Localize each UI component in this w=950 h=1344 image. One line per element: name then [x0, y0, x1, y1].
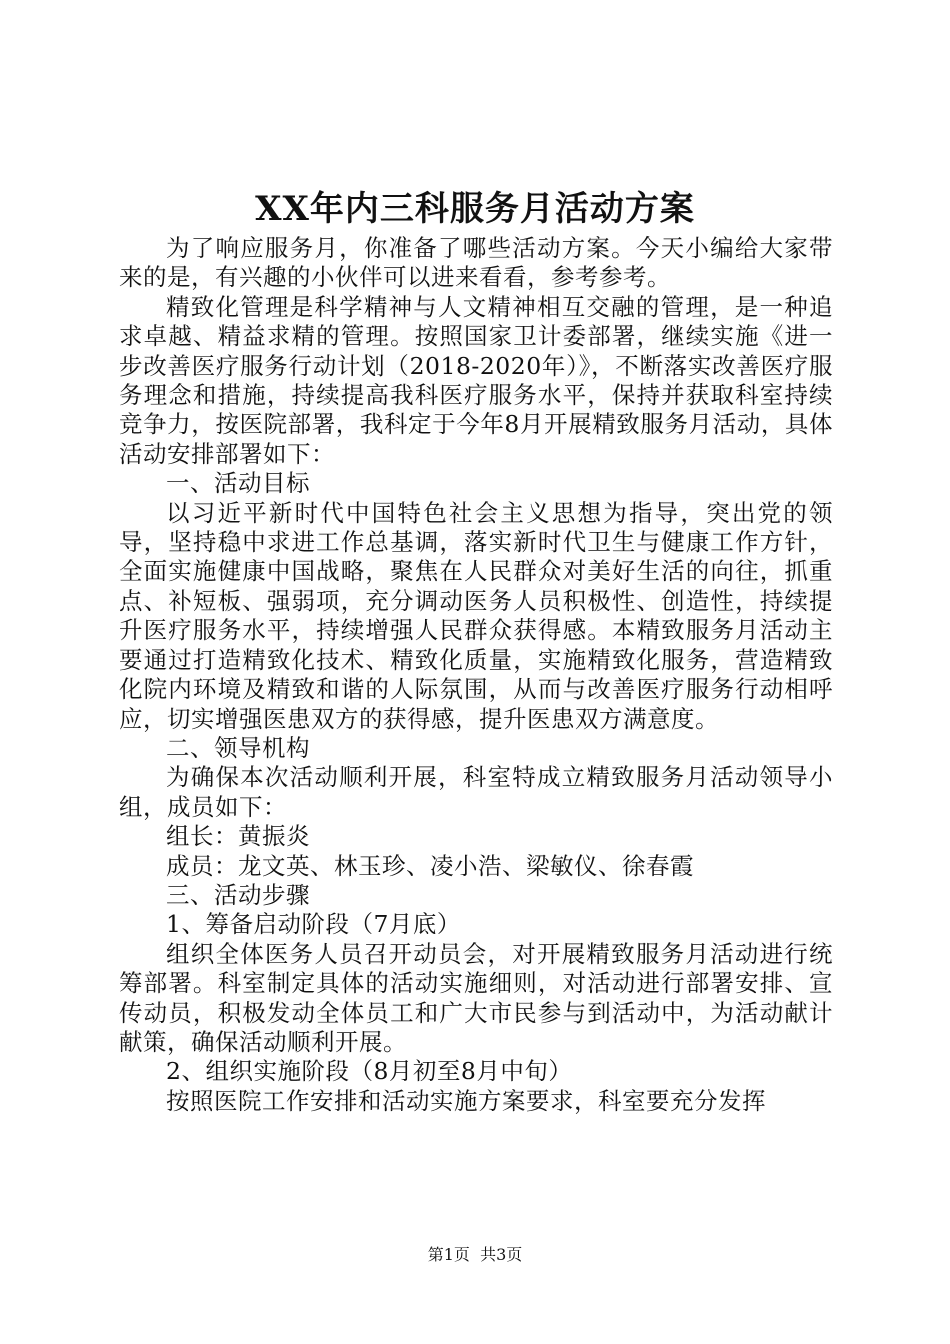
section-heading-leadership: 二、领导机构 [166, 733, 310, 762]
step-2-heading: 2、组织实施阶段（8月初至8月中旬） [166, 1057, 573, 1086]
page-number-footer [0, 1244, 950, 1266]
leadership-paragraph: 为确保本次活动顺利开展，科室特成立精致服务月活动领导小组，成员如下： [119, 763, 833, 821]
section-heading-goals: 一、活动目标 [166, 469, 310, 498]
team-leader-line: 组长：黄振炎 [166, 822, 310, 851]
step-1-heading: 1、筹备启动阶段（7月底） [166, 910, 461, 939]
background-paragraph: 精致化管理是科学精神与人文精神相互交融的管理，是一种追求卓越、精益求精的管理。按照国家卫计委部署，继续实施《进一步改善医疗服务行动计划（2018-2020年）》，不断落实改善医疗服务理念和措施，持续提高我科医疗服务水平，保持并获取科室持续竞争力，按医院部署，我科定于今年8月开展精致服务月活动，具体活动安排部署如下： [119, 292, 833, 468]
team-members-line: 成员：龙文英、林玉珍、凌小浩、梁敏仪、徐春霞 [166, 851, 694, 880]
step-1-paragraph: 组织全体医务人员召开动员会，对开展精致服务月活动进行统筹部署。科室制定具体的活动实施细则，对活动进行部署安排、宣传动员，积极发动全体员工和广大市民参与到活动中，为活动献计献策，确保活动顺利开展。 [119, 939, 833, 1056]
intro-paragraph: 为了响应服务月，你准备了哪些活动方案。今天小编给大家带来的是，有兴趣的小伙伴可以进来看看，参考参考。 [119, 234, 833, 292]
goals-paragraph: 以习近平新时代中国特色社会主义思想为指导，突出党的领导，坚持稳中求进工作总基调，落实新时代卫生与健康工作方针，全面实施健康中国战略，聚焦在人民群众对美好生活的向往，抓重点、补短板、强弱项，充分调动医务人员积极性、创造性，持续提升医疗服务水平，持续增强人民群众获得感。本精致服务月活动主要通过打造精致化技术、精致化质量，实施精致化服务，营造精致化院内环境及精致和谐的人际氛围，从而与改善医疗服务行动相呼应，切实增强医患双方的获得感，提升医患双方满意度。 [119, 498, 833, 733]
step-2-paragraph: 按照医院工作安排和活动实施方案要求，科室要充分发挥 [166, 1086, 766, 1115]
document-body [119, 234, 833, 1116]
page-number-label: 第1页 共3页 [427, 1245, 523, 1264]
section-heading-steps: 三、活动步骤 [166, 880, 310, 909]
document-title: XX年内三科服务月活动方案 [255, 189, 695, 229]
